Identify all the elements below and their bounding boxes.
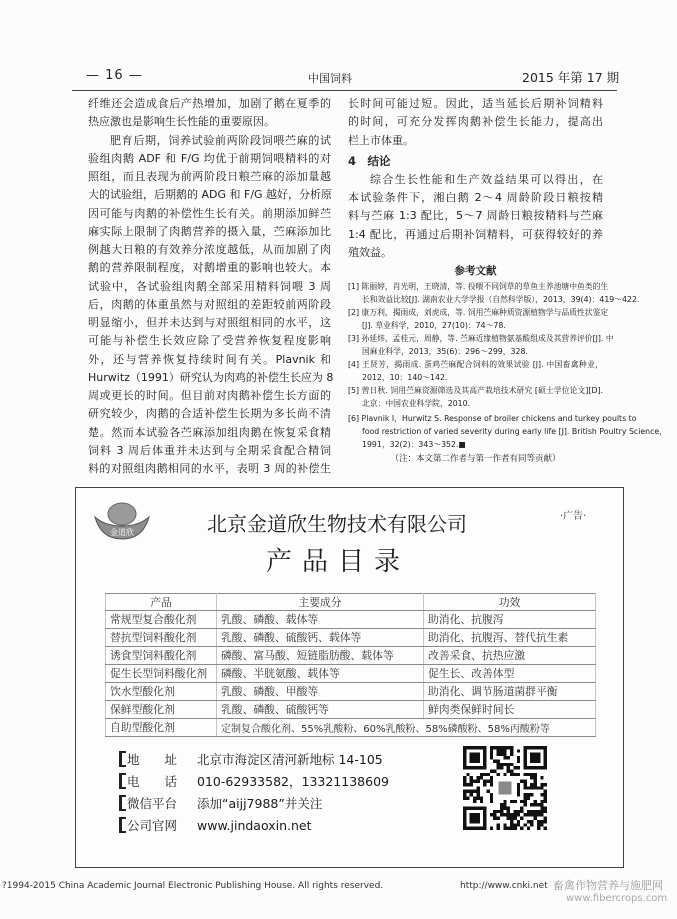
contact-value: 010-62933582，13321138609 — [197, 774, 389, 789]
left-column — [88, 95, 334, 478]
contact-value: 北京市海淀区清河新地标 14-105 — [197, 752, 383, 767]
table-row — [106, 701, 596, 719]
body-text-line: 试验中，各试验组肉鹅全部采用精料饲喂 3 周 — [88, 279, 331, 293]
reference-line: [2] 康万利，揭雨成，刘虎成，等. 饲用苎麻种质资源植物学与品质性状鉴定 — [348, 308, 609, 318]
body-text-line: 的时间，可充分发挥肉鹅补偿生长能力，提高出 — [348, 115, 603, 129]
author-note: （注：本文第二作者与第一作者有同等贡献） — [390, 454, 561, 465]
product-ingredients: 乳酸、磷酸、甲酸等 — [217, 683, 424, 701]
product-efficacy: 助消化、调节肠道菌群平衡 — [424, 683, 596, 701]
body-text-line: 外，还与营养恢复持续时间有关。Plavnik 和 — [88, 352, 331, 366]
product-efficacy: 促生长、改善体型 — [424, 665, 596, 683]
body-text-line: 殖效益。 — [348, 245, 392, 259]
page-number: — 16 — — [86, 68, 143, 83]
body-text-line: 饲料 3 周后体重并未达到与全期采食配合精饲 — [88, 443, 331, 457]
reference-line: [3] 孙延炜，孟桂元，周静，等. 苎麻近缘植物氨基酸组成及其营养评价[J]. 中 — [348, 334, 614, 344]
product-ingredients: 磷酸、富马酸、短链脂肪酸、载体等 — [217, 647, 424, 665]
right-column — [348, 95, 667, 466]
product-ingredients: 定制复合酸化剂、55%乳酸粉、60%乳酸粉、58%磷酸粉、58%丙酸粉等 — [217, 719, 596, 737]
product-name: 饮水型酸化剂 — [106, 683, 217, 701]
table-row — [106, 629, 596, 647]
reference-line: [6] Plavnik I，Hurwitz S. Response of broiler chickens and turkey poults to — [348, 414, 637, 424]
contact-label: 公司官网 — [119, 816, 185, 834]
watermark-url: www.fibercrops.com — [566, 893, 668, 904]
body-text-line: 热应激也是影响生长性能的重要原因。 — [88, 115, 275, 129]
product-table — [105, 593, 596, 737]
body-text-line: 研究较少，肉鹅的合适补偿生长期为多长尚不清 — [88, 407, 331, 421]
product-name: 替抗型饲料酸化剂 — [106, 629, 217, 647]
table-row — [106, 611, 596, 629]
references-title: 参考文献 — [454, 265, 497, 277]
contact-label: 微信平台 — [119, 794, 185, 812]
table-row — [106, 647, 596, 665]
product-efficacy: 助消化、抗腹泻 — [424, 611, 596, 629]
body-text-line: 后，肉鹅的体重虽然与对照组的差距较前两阶段 — [88, 297, 331, 311]
reference-item — [348, 306, 609, 332]
body-text-line: 本试验条件下，湘白鹅 2～4 周龄阶段日粮按精 — [348, 191, 603, 204]
body-text-line: Hurwitz（1991）研究认为肉鸡的补偿生长应为 8 — [88, 370, 334, 384]
qr-code-icon — [463, 746, 547, 830]
reference-line: food restriction of varied severity during early life [J]. British Poultry Science， — [362, 427, 667, 437]
contact-row-website — [119, 814, 389, 836]
product-name: 常规型复合酸化剂 — [106, 611, 217, 629]
body-text-line: 纤维还会造成食后产热增加，加剧了鹅在夏季的 — [88, 97, 331, 110]
body-text-line: 麻实际上限制了肉鹅营养的摄入量，苎麻添加比 — [88, 224, 331, 238]
product-name: 诱食型饲料酸化剂 — [106, 647, 217, 665]
product-ingredients: 乳酸、磷酸、硫酸钙等 — [217, 701, 424, 719]
product-ingredients: 乳酸、磷酸、硫酸钙、载体等 — [217, 629, 424, 647]
reference-line: 1991，32(2)：343～352.■ — [362, 440, 466, 450]
logo-text: 金道欣 — [110, 528, 134, 537]
body-text-line: 因可能与肉鹅的补偿性生长有关。前期添加鲜苎 — [88, 206, 331, 220]
product-efficacy: 鲜肉类保鲜时间长 — [424, 701, 596, 719]
product-name: 保鲜型酸化剂 — [106, 701, 217, 719]
body-text-line: 楚。然而本试验各苎麻添加组肉鹅在恢复采食精 — [88, 425, 331, 439]
product-name: 促生长型饲料酸化剂 — [106, 665, 217, 683]
product-efficacy: 助消化、抗腹泻、替代抗生素 — [424, 629, 596, 647]
body-text-line: 验组肉鹅 ADF 和 F/G 均优于前期饲喂精料的对 — [88, 151, 331, 165]
body-text-line: 肥育后期，饲养试验前两阶段饲喂苎麻的试 — [110, 133, 331, 147]
watermark-name: 畜禽作物营养与施肥网 — [553, 879, 663, 892]
column-header-product: 产品 — [106, 594, 217, 611]
journal-name: 中国饲料 — [308, 72, 352, 85]
contact-value: 添加“aijj7988”并关注 — [197, 796, 323, 811]
reference-line: 2012，10：140～142. — [362, 373, 448, 383]
body-text-line: 料与苎麻 1:3 配比，5～7 周龄日粮按精料与苎麻 — [348, 209, 603, 223]
footer-url: http://www.cnki.net — [460, 881, 548, 891]
body-text-line: 周或更长的时间。但目前对肉鹅补偿生长方面的 — [88, 389, 331, 402]
contact-info — [119, 748, 389, 836]
column-header-efficacy: 功效 — [424, 594, 596, 611]
reference-line: 北京：中国农业科学院，2010. — [362, 399, 471, 409]
advertisement-box — [75, 487, 624, 868]
logo-ingot-top — [108, 503, 136, 525]
product-name: 自助型酸化剂 — [106, 719, 217, 737]
product-ingredients: 磷酸、半胱氨酸、载体等 — [217, 665, 424, 683]
reference-line: [J]. 草业科学，2010，27(10)：74～78. — [362, 321, 506, 331]
reference-line: 长和效益比较[J]. 湖南农业大学学报（自然科学版），2013，39(4)：419～422. — [362, 295, 640, 305]
ad-tag: ·广告· — [560, 511, 587, 522]
table-header-row — [106, 594, 596, 611]
body-text-line: 大的试验组，后期鹅的 ADG 和 F/G 越好，分析原 — [88, 188, 333, 202]
product-ingredients: 乳酸、磷酸、载体等 — [217, 611, 424, 629]
body-text-line: 长时间可能过短。因此，适当延长后期补饲精料 — [348, 97, 603, 110]
company-logo — [93, 497, 151, 541]
body-text-line: 综合生长性能和生产效益结果可以得出，在 — [370, 172, 603, 186]
body-text-line: 照组，而且表现为前两阶段日粮苎麻的添加量越 — [88, 170, 331, 183]
contact-value: www.jindaoxin.net — [197, 817, 312, 833]
reference-line: [5] 曾日秋. 饲用苎麻资源筛选及其高产栽培技术研究 [硕士学位论文][D]. — [348, 386, 603, 396]
column-header-ingredients: 主要成分 — [217, 594, 424, 611]
reference-line: [4] 王贤芳，揭雨成. 蛋鸡苎麻配合饲料的效果试验 [J]. 中国畜禽种业， — [348, 360, 603, 370]
reference-item — [348, 412, 667, 451]
table-row — [106, 719, 596, 737]
contact-row-wechat — [119, 792, 389, 814]
body-text-line: 栏上市体重。 — [348, 133, 414, 147]
reference-item — [348, 280, 640, 306]
body-text-line: 料的对照组肉鹅相同的水平，表明 3 周的补偿生 — [88, 462, 331, 475]
table-row — [106, 683, 596, 701]
body-text-line: 例越大日粮的有效养分浓度越低，从而加剧了肉 — [88, 243, 331, 256]
footer-copyright: ?1994-2015 China Academic Journal Electronic Publishing House. All rights reserved. — [2, 881, 384, 891]
reference-line: [1] 陈丽婷，肖光明，王晓清，等. 投喂不同饲草的草鱼主养池塘中鱼类的生 — [348, 282, 609, 292]
reference-item — [348, 384, 603, 410]
catalog-title: 产品目录 — [266, 547, 411, 577]
issue-label: 2015 年第 17 期 — [522, 70, 620, 85]
reference-item — [348, 332, 614, 358]
contact-row-phone — [119, 770, 389, 792]
contact-row-address — [119, 748, 389, 770]
body-text-line: 1:4 配比，再通过后期补饲精料，可获得较好的养 — [348, 227, 603, 241]
product-efficacy: 改善采食、抗热应激 — [424, 647, 596, 665]
reference-line: 国麻业科学，2013，35(6)：296～299，328. — [362, 347, 528, 357]
body-text-line: 明显缩小，但并未达到与对照组相同的水平，这 — [88, 316, 331, 329]
section-heading: 4 结论 — [348, 153, 391, 168]
reference-item — [348, 358, 603, 384]
contact-label: 地 址 — [119, 750, 185, 768]
company-name: 北京金道欣生物技术有限公司 — [207, 512, 467, 536]
body-text-line: 鹅的营养限制程度，对鹅增重的影响也较大。本 — [88, 261, 331, 275]
header-rule — [72, 90, 617, 91]
contact-label: 电 话 — [119, 772, 185, 790]
body-text-line: 可能与补偿生长效应除了受营养恢复程度影响 — [88, 334, 331, 348]
table-row — [106, 665, 596, 683]
